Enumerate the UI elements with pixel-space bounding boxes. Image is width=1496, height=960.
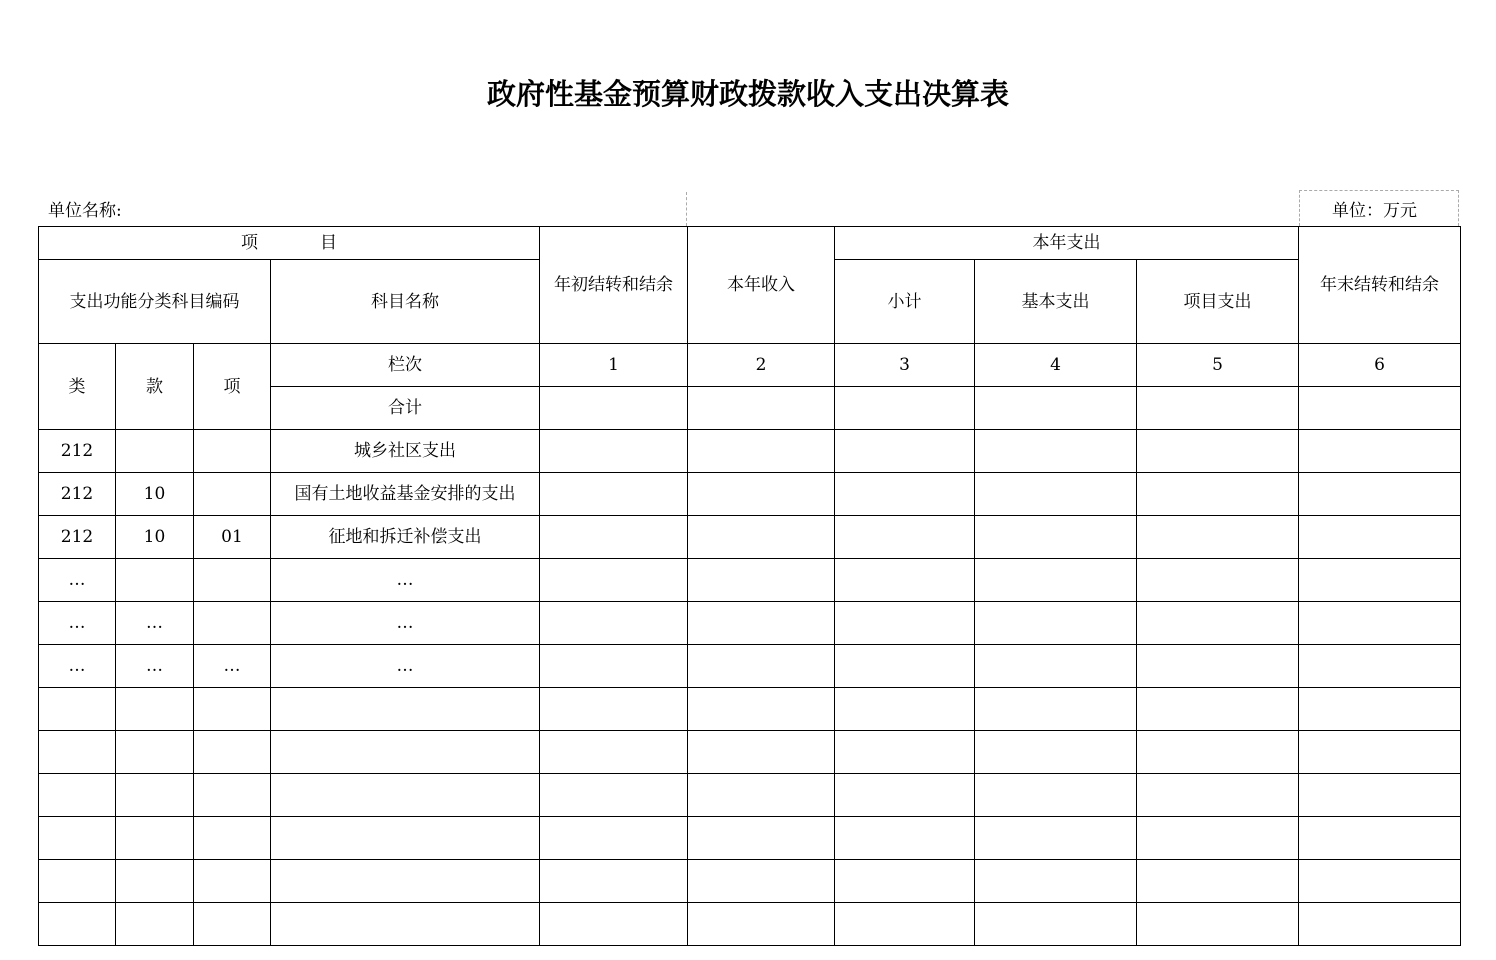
table-cell xyxy=(194,860,271,903)
header-basic-expense: 基本支出 xyxy=(975,260,1137,344)
table-cell xyxy=(835,731,975,774)
table-cell xyxy=(835,430,975,473)
table-cell xyxy=(540,903,688,946)
table-cell xyxy=(975,559,1137,602)
table-cell xyxy=(975,774,1137,817)
table-cell xyxy=(116,774,194,817)
table-cell xyxy=(1299,731,1461,774)
table-cell xyxy=(1137,903,1299,946)
row-name: … xyxy=(271,559,540,602)
row-xiang xyxy=(194,602,271,645)
header-func-code: 支出功能分类科目编码 xyxy=(39,260,271,344)
table-cell xyxy=(1137,645,1299,688)
row-xiang: 01 xyxy=(194,516,271,559)
table-cell xyxy=(835,903,975,946)
unit-label: 单位：万元 xyxy=(1332,201,1417,221)
header-begin-balance: 年初结转和结余 xyxy=(540,227,688,344)
table-cell xyxy=(1299,774,1461,817)
table-cell xyxy=(540,817,688,860)
row-name: 征地和拆迁补偿支出 xyxy=(271,516,540,559)
table-cell xyxy=(1137,473,1299,516)
table-cell xyxy=(1137,430,1299,473)
table-cell xyxy=(975,645,1137,688)
header-year-expense: 本年支出 xyxy=(835,227,1299,260)
empty-row xyxy=(39,774,1461,817)
table-cell xyxy=(688,559,835,602)
document-title: 政府性基金预算财政拨款收入支出决算表 xyxy=(486,77,1009,111)
table-cell xyxy=(271,774,540,817)
table-cell xyxy=(540,516,688,559)
table-cell xyxy=(975,817,1137,860)
table-row xyxy=(39,430,1461,473)
table-cell xyxy=(540,860,688,903)
table-cell xyxy=(116,688,194,731)
table-cell xyxy=(116,903,194,946)
table-cell xyxy=(116,860,194,903)
table-cell xyxy=(116,731,194,774)
total-cell xyxy=(1299,387,1461,430)
table-cell xyxy=(540,430,688,473)
column-no-3: 3 xyxy=(835,344,975,387)
unit-name-label: 单位名称: xyxy=(48,201,122,221)
column-no-4: 4 xyxy=(975,344,1137,387)
table-cell xyxy=(1137,516,1299,559)
budget-table xyxy=(38,226,1461,946)
table-cell xyxy=(1299,645,1461,688)
table-cell xyxy=(271,903,540,946)
table-row xyxy=(39,602,1461,645)
table-cell xyxy=(975,903,1137,946)
empty-row xyxy=(39,688,1461,731)
row-lei: … xyxy=(39,559,116,602)
table-cell xyxy=(835,559,975,602)
column-no-1: 1 xyxy=(540,344,688,387)
table-cell xyxy=(835,774,975,817)
row-kuan: 10 xyxy=(116,516,194,559)
table-cell xyxy=(688,430,835,473)
table-cell xyxy=(540,688,688,731)
total-cell xyxy=(835,387,975,430)
empty-row xyxy=(39,817,1461,860)
table-cell xyxy=(1299,430,1461,473)
table-cell xyxy=(688,903,835,946)
table-cell xyxy=(1137,731,1299,774)
table-cell xyxy=(688,645,835,688)
table-cell xyxy=(688,817,835,860)
table-cell xyxy=(835,688,975,731)
table-cell xyxy=(271,688,540,731)
table-cell xyxy=(1299,817,1461,860)
table-cell xyxy=(194,731,271,774)
table-cell xyxy=(1299,602,1461,645)
table-cell xyxy=(540,645,688,688)
table-cell xyxy=(1299,903,1461,946)
row-xiang xyxy=(194,473,271,516)
table-cell xyxy=(835,473,975,516)
table-cell xyxy=(1299,860,1461,903)
table-cell xyxy=(116,817,194,860)
table-cell xyxy=(1299,688,1461,731)
column-no-5: 5 xyxy=(1137,344,1299,387)
header-subtotal: 小计 xyxy=(835,260,975,344)
table-cell xyxy=(1137,774,1299,817)
header-row-1 xyxy=(39,227,1461,260)
table-cell xyxy=(975,860,1137,903)
row-name: 国有土地收益基金安排的支出 xyxy=(271,473,540,516)
table-cell xyxy=(1137,688,1299,731)
table-cell xyxy=(194,688,271,731)
total-cell xyxy=(540,387,688,430)
table-cell xyxy=(540,559,688,602)
empty-row xyxy=(39,860,1461,903)
table-cell xyxy=(1137,559,1299,602)
table-cell xyxy=(835,516,975,559)
empty-row xyxy=(39,731,1461,774)
row-lei: … xyxy=(39,645,116,688)
header-end-balance: 年末结转和结余 xyxy=(1299,227,1461,344)
table-cell xyxy=(688,731,835,774)
row-kuan: … xyxy=(116,645,194,688)
table-cell xyxy=(1137,860,1299,903)
table-cell xyxy=(39,817,116,860)
table-cell xyxy=(1299,559,1461,602)
table-cell xyxy=(975,688,1137,731)
table-cell xyxy=(975,602,1137,645)
row-xiang xyxy=(194,430,271,473)
table-cell xyxy=(835,817,975,860)
table-row xyxy=(39,473,1461,516)
row-name: … xyxy=(271,645,540,688)
table-cell xyxy=(1137,602,1299,645)
table-cell xyxy=(975,516,1137,559)
table-cell xyxy=(835,645,975,688)
table-cell xyxy=(688,602,835,645)
table-cell xyxy=(540,731,688,774)
table-cell xyxy=(1137,817,1299,860)
row-name: 城乡社区支出 xyxy=(271,430,540,473)
table-row xyxy=(39,559,1461,602)
empty-row xyxy=(39,903,1461,946)
table-cell xyxy=(271,860,540,903)
header-subject-name: 科目名称 xyxy=(271,260,540,344)
header-lei: 类 xyxy=(39,344,116,430)
table-cell xyxy=(688,516,835,559)
total-label: 合计 xyxy=(271,387,540,430)
dashed-divider xyxy=(686,192,687,226)
row-lei: 212 xyxy=(39,430,116,473)
table-cell xyxy=(688,688,835,731)
header-kuan: 款 xyxy=(116,344,194,430)
row-xiang xyxy=(194,559,271,602)
row-lei: 212 xyxy=(39,516,116,559)
table-cell xyxy=(835,860,975,903)
table-cell xyxy=(194,903,271,946)
table-row xyxy=(39,516,1461,559)
row-lei: … xyxy=(39,602,116,645)
table-cell xyxy=(540,774,688,817)
row-kuan: … xyxy=(116,602,194,645)
table-cell xyxy=(540,473,688,516)
table-cell xyxy=(688,860,835,903)
header-xiang: 项 xyxy=(194,344,271,430)
table-cell xyxy=(1299,473,1461,516)
row-lei: 212 xyxy=(39,473,116,516)
total-cell xyxy=(1137,387,1299,430)
table-cell xyxy=(39,860,116,903)
header-column-no: 栏次 xyxy=(271,344,540,387)
header-project: 项 目 xyxy=(39,227,540,260)
total-cell xyxy=(975,387,1137,430)
table-cell xyxy=(975,731,1137,774)
table-cell xyxy=(688,473,835,516)
table-cell xyxy=(271,817,540,860)
table-cell xyxy=(194,817,271,860)
table-cell xyxy=(39,688,116,731)
table-cell xyxy=(540,602,688,645)
table-cell xyxy=(39,731,116,774)
row-kuan: 10 xyxy=(116,473,194,516)
table-cell xyxy=(688,774,835,817)
table-row xyxy=(39,645,1461,688)
table-cell xyxy=(835,602,975,645)
table-cell xyxy=(39,903,116,946)
table-cell xyxy=(271,731,540,774)
row-xiang: … xyxy=(194,645,271,688)
table-cell xyxy=(194,774,271,817)
total-cell xyxy=(688,387,835,430)
header-year-income: 本年收入 xyxy=(688,227,835,344)
column-no-6: 6 xyxy=(1299,344,1461,387)
table-cell xyxy=(975,473,1137,516)
table-cell xyxy=(39,774,116,817)
table-cell xyxy=(975,430,1137,473)
header-project-expense: 项目支出 xyxy=(1137,260,1299,344)
row-kuan xyxy=(116,559,194,602)
column-no-2: 2 xyxy=(688,344,835,387)
table-cell xyxy=(1299,516,1461,559)
row-name: … xyxy=(271,602,540,645)
column-number-row xyxy=(39,344,1461,387)
row-kuan xyxy=(116,430,194,473)
